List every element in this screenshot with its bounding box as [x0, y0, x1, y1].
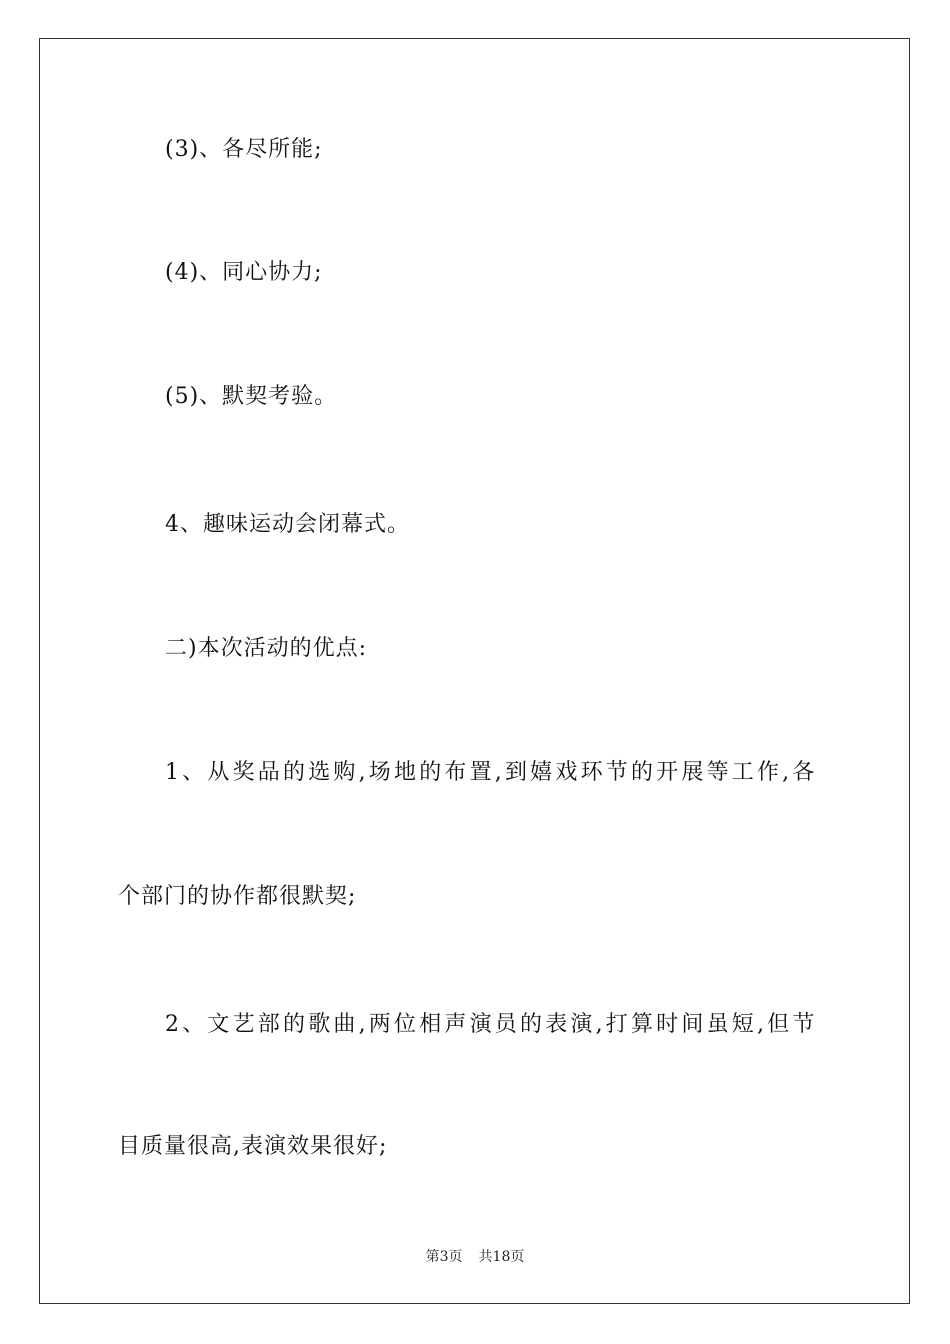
section-heading: 二)本次活动的优点: [165, 636, 367, 661]
paragraph-line-6: 1、从奖品的选购,场地的布置,到嬉戏环节的开展等工作,各 [165, 760, 818, 785]
paragraph-line-4: 4、趣味运动会闭幕式。 [165, 512, 410, 537]
page-footer [0, 1248, 950, 1266]
page-frame [39, 38, 910, 1304]
paragraph-line-3: (5)、默契考验。 [165, 384, 338, 409]
paragraph-line-2: (4)、同心协力; [165, 260, 323, 285]
paragraph-line-7: 个部门的协作都很默契; [118, 884, 357, 909]
paragraph-line-1: (3)、各尽所能; [165, 137, 323, 162]
paragraph-line-8: 2、文艺部的歌曲,两位相声演员的表演,打算时间虽短,但节 [165, 1012, 818, 1037]
page-total: 共18页 [478, 1249, 525, 1265]
page-number: 第3页 [425, 1249, 463, 1265]
paragraph-line-9: 目质量很高,表演效果很好; [118, 1134, 388, 1159]
